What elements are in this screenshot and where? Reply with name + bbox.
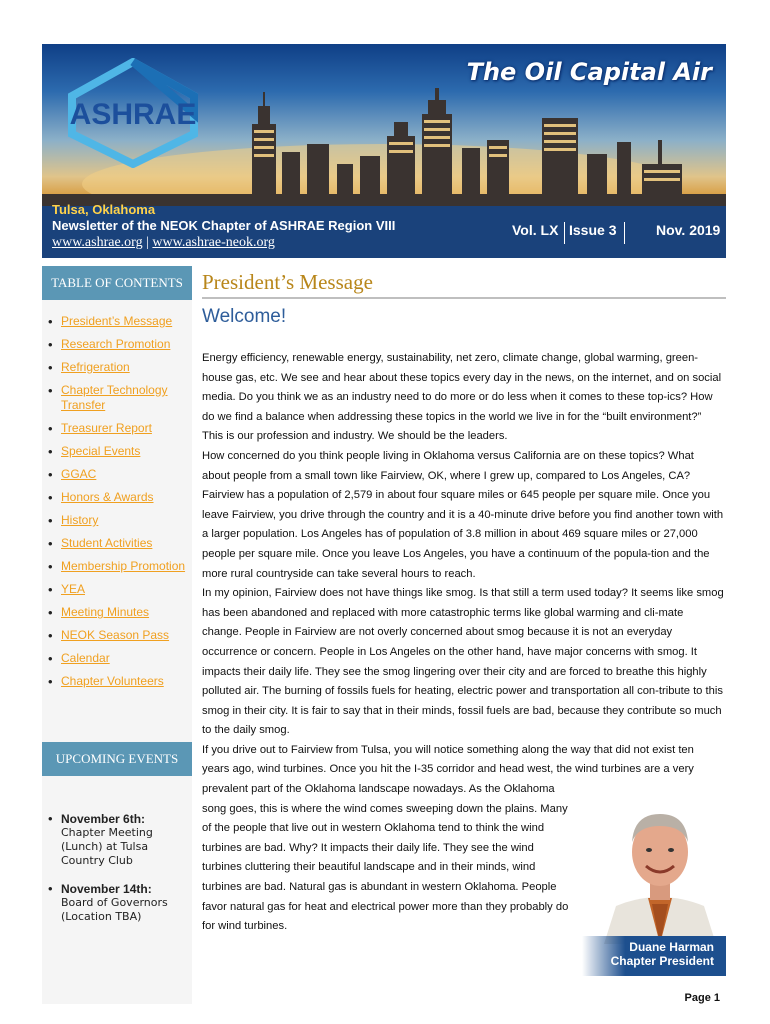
svg-text:ASHRAE: ASHRAE bbox=[69, 98, 197, 131]
title-divider bbox=[202, 297, 726, 299]
toc-item[interactable] bbox=[48, 605, 188, 620]
portrait-image bbox=[594, 794, 726, 944]
toc-item[interactable] bbox=[48, 628, 188, 643]
issue-label: Issue 3 bbox=[569, 222, 617, 238]
toc-link[interactable]: Research Promotion bbox=[61, 337, 171, 351]
city-label: Tulsa, Oklahoma bbox=[52, 202, 156, 217]
newsletter-page bbox=[42, 44, 726, 1004]
toc-item[interactable] bbox=[48, 559, 188, 574]
toc-link[interactable]: Refrigeration bbox=[61, 360, 130, 374]
volume-label: Vol. LX bbox=[512, 222, 559, 238]
neok-link[interactable]: www.ashrae-neok.org bbox=[152, 235, 275, 250]
toc-item[interactable] bbox=[48, 582, 188, 597]
divider bbox=[564, 222, 565, 244]
newsletter-subtitle: Newsletter of the NEOK Chapter of ASHRAE Region VIII bbox=[52, 218, 396, 233]
toc-link[interactable]: Membership Promotion bbox=[61, 559, 186, 573]
sidebar bbox=[42, 266, 192, 1004]
toc-link[interactable]: President’s Message bbox=[61, 314, 173, 328]
toc-link[interactable]: NEOK Season Pass bbox=[61, 628, 170, 642]
upcoming-events-list bbox=[48, 812, 188, 938]
newsletter-title: The Oil Capital Air bbox=[466, 58, 712, 86]
toc-item[interactable] bbox=[48, 651, 188, 666]
caption-role: Chapter President bbox=[610, 954, 714, 968]
paragraph: How concerned do you think people living in Oklahoma versus California are on these topics? What about people from a small town like Fairview, OK, where I grew up, compared to Los Angeles, CA? Fairview has a population of 2,579 in about four square miles or 645 people per square mile. Once you leave Fairview, you drive through the country and it is a 40-minute drive before you find another town with a larger population. Los Angeles has of population of 3.8 million in about 469 square miles or 27,000 people per square mile. Once you leave Los Angeles, you have a continuum of the popula-tion and the more rural countryside can take several hours to reach. bbox=[202, 449, 724, 580]
ashrae-logo bbox=[58, 58, 208, 168]
toc-item[interactable] bbox=[48, 383, 188, 413]
toc-item[interactable] bbox=[48, 337, 188, 352]
toc-item[interactable] bbox=[48, 444, 188, 459]
section-title: President’s Message bbox=[202, 270, 373, 294]
toc-heading: TABLE OF CONTENTS bbox=[42, 266, 192, 300]
toc-link[interactable]: Honors & Awards bbox=[61, 490, 154, 504]
toc-link[interactable]: Chapter Technology Transfer bbox=[61, 383, 168, 412]
toc-link[interactable]: Chapter Volunteers bbox=[61, 674, 164, 688]
toc-link[interactable]: Treasurer Report bbox=[61, 421, 152, 435]
toc-item[interactable] bbox=[48, 467, 188, 482]
caption-name: Duane Harman bbox=[629, 940, 714, 954]
toc-link[interactable]: Student Activities bbox=[61, 536, 153, 550]
event-date: • November 6th: bbox=[61, 812, 146, 826]
toc-item[interactable] bbox=[48, 421, 188, 436]
toc-item[interactable] bbox=[48, 536, 188, 551]
page-number: Page 1 bbox=[684, 992, 720, 1004]
paragraph: In my opinion, Fairview does not have things like smog. Is that still a term used today? It seems like smog has been abandoned and replaced with more catastrophic terms like global warming and cli-mate change. People in Fairview are not overly concerned about smog because it is not an everyday occurrence or concern. People in Los Angeles on the other hand, have major concerns with smog. It impacts their daily life. They see the smog lingering over their city and are forced to breathe this highly polluted air. The burning of fossils fuels for heating, electric power and transportation all con-tribute to this smog in their city. It is fair to say that in their minds, fossil fuels are bad, because they contribute so much to the daily smog. bbox=[202, 587, 724, 737]
toc-item[interactable] bbox=[48, 674, 188, 689]
header-banner bbox=[42, 44, 726, 258]
president-photo bbox=[594, 794, 726, 944]
event-date: • November 14th: bbox=[61, 882, 152, 896]
event-item bbox=[48, 812, 188, 868]
welcome-heading: Welcome! bbox=[202, 306, 287, 327]
toc-link[interactable]: Calendar bbox=[61, 651, 110, 665]
paragraph: prevalent part of the Oklahoma landscape nowadays. As the Oklahoma song goes, this is where the wind comes sweeping down the plains. Many of the people that live out in western Oklahoma tend to think the wind turbines are bad. Why? It impacts their daily life. They see the wind turbines cluttering their beautiful landscape and in their minds, wind turbines are bad. Natural gas is abundant in western Oklahoma. People favor natural gas for heat and electrical power more than they probably do for wind turbines. bbox=[202, 783, 569, 933]
event-item bbox=[48, 882, 188, 924]
date-label: Nov. 2019 bbox=[656, 222, 721, 238]
toc-item[interactable] bbox=[48, 490, 188, 505]
toc-link[interactable]: History bbox=[61, 513, 99, 527]
toc-link[interactable]: GGAC bbox=[61, 467, 97, 481]
divider bbox=[624, 222, 625, 244]
website-links bbox=[52, 235, 275, 251]
event-description: Chapter Meeting (Lunch) at Tulsa Country Club bbox=[61, 826, 153, 867]
events-heading: UPCOMING EVENTS bbox=[42, 742, 192, 776]
event-description: Board of Governors (Location TBA) bbox=[61, 896, 168, 923]
table-of-contents bbox=[48, 314, 188, 697]
toc-link[interactable]: Special Events bbox=[61, 444, 141, 458]
toc-item[interactable] bbox=[48, 360, 188, 375]
ashrae-link[interactable]: www.ashrae.org bbox=[52, 235, 143, 250]
toc-link[interactable]: YEA bbox=[61, 582, 86, 596]
paragraph: If you drive out to Fairview from Tulsa, you will notice something along the way that did not exist ten years ago, wind turbines. Once you hit the I-35 corridor and head west, the wind turbines are a very bbox=[202, 743, 694, 776]
toc-item[interactable] bbox=[48, 314, 188, 329]
paragraph: Energy efficiency, renewable energy, sustainability, net zero, climate change, global warming, green-house gas, etc. We see and hear about these topics every day in the news, on the internet, and on social media. Do you think we as an industry need to do more or do less when it comes to these top-ics? How do we find a balance when addressing these topics in the world we live in for the “built environment?” This is our profession and industry. We should be the leaders. bbox=[202, 352, 722, 443]
photo-caption bbox=[582, 936, 726, 976]
link-separator: | bbox=[142, 235, 153, 250]
toc-item[interactable] bbox=[48, 513, 188, 528]
toc-link[interactable]: Meeting Minutes bbox=[61, 605, 150, 619]
